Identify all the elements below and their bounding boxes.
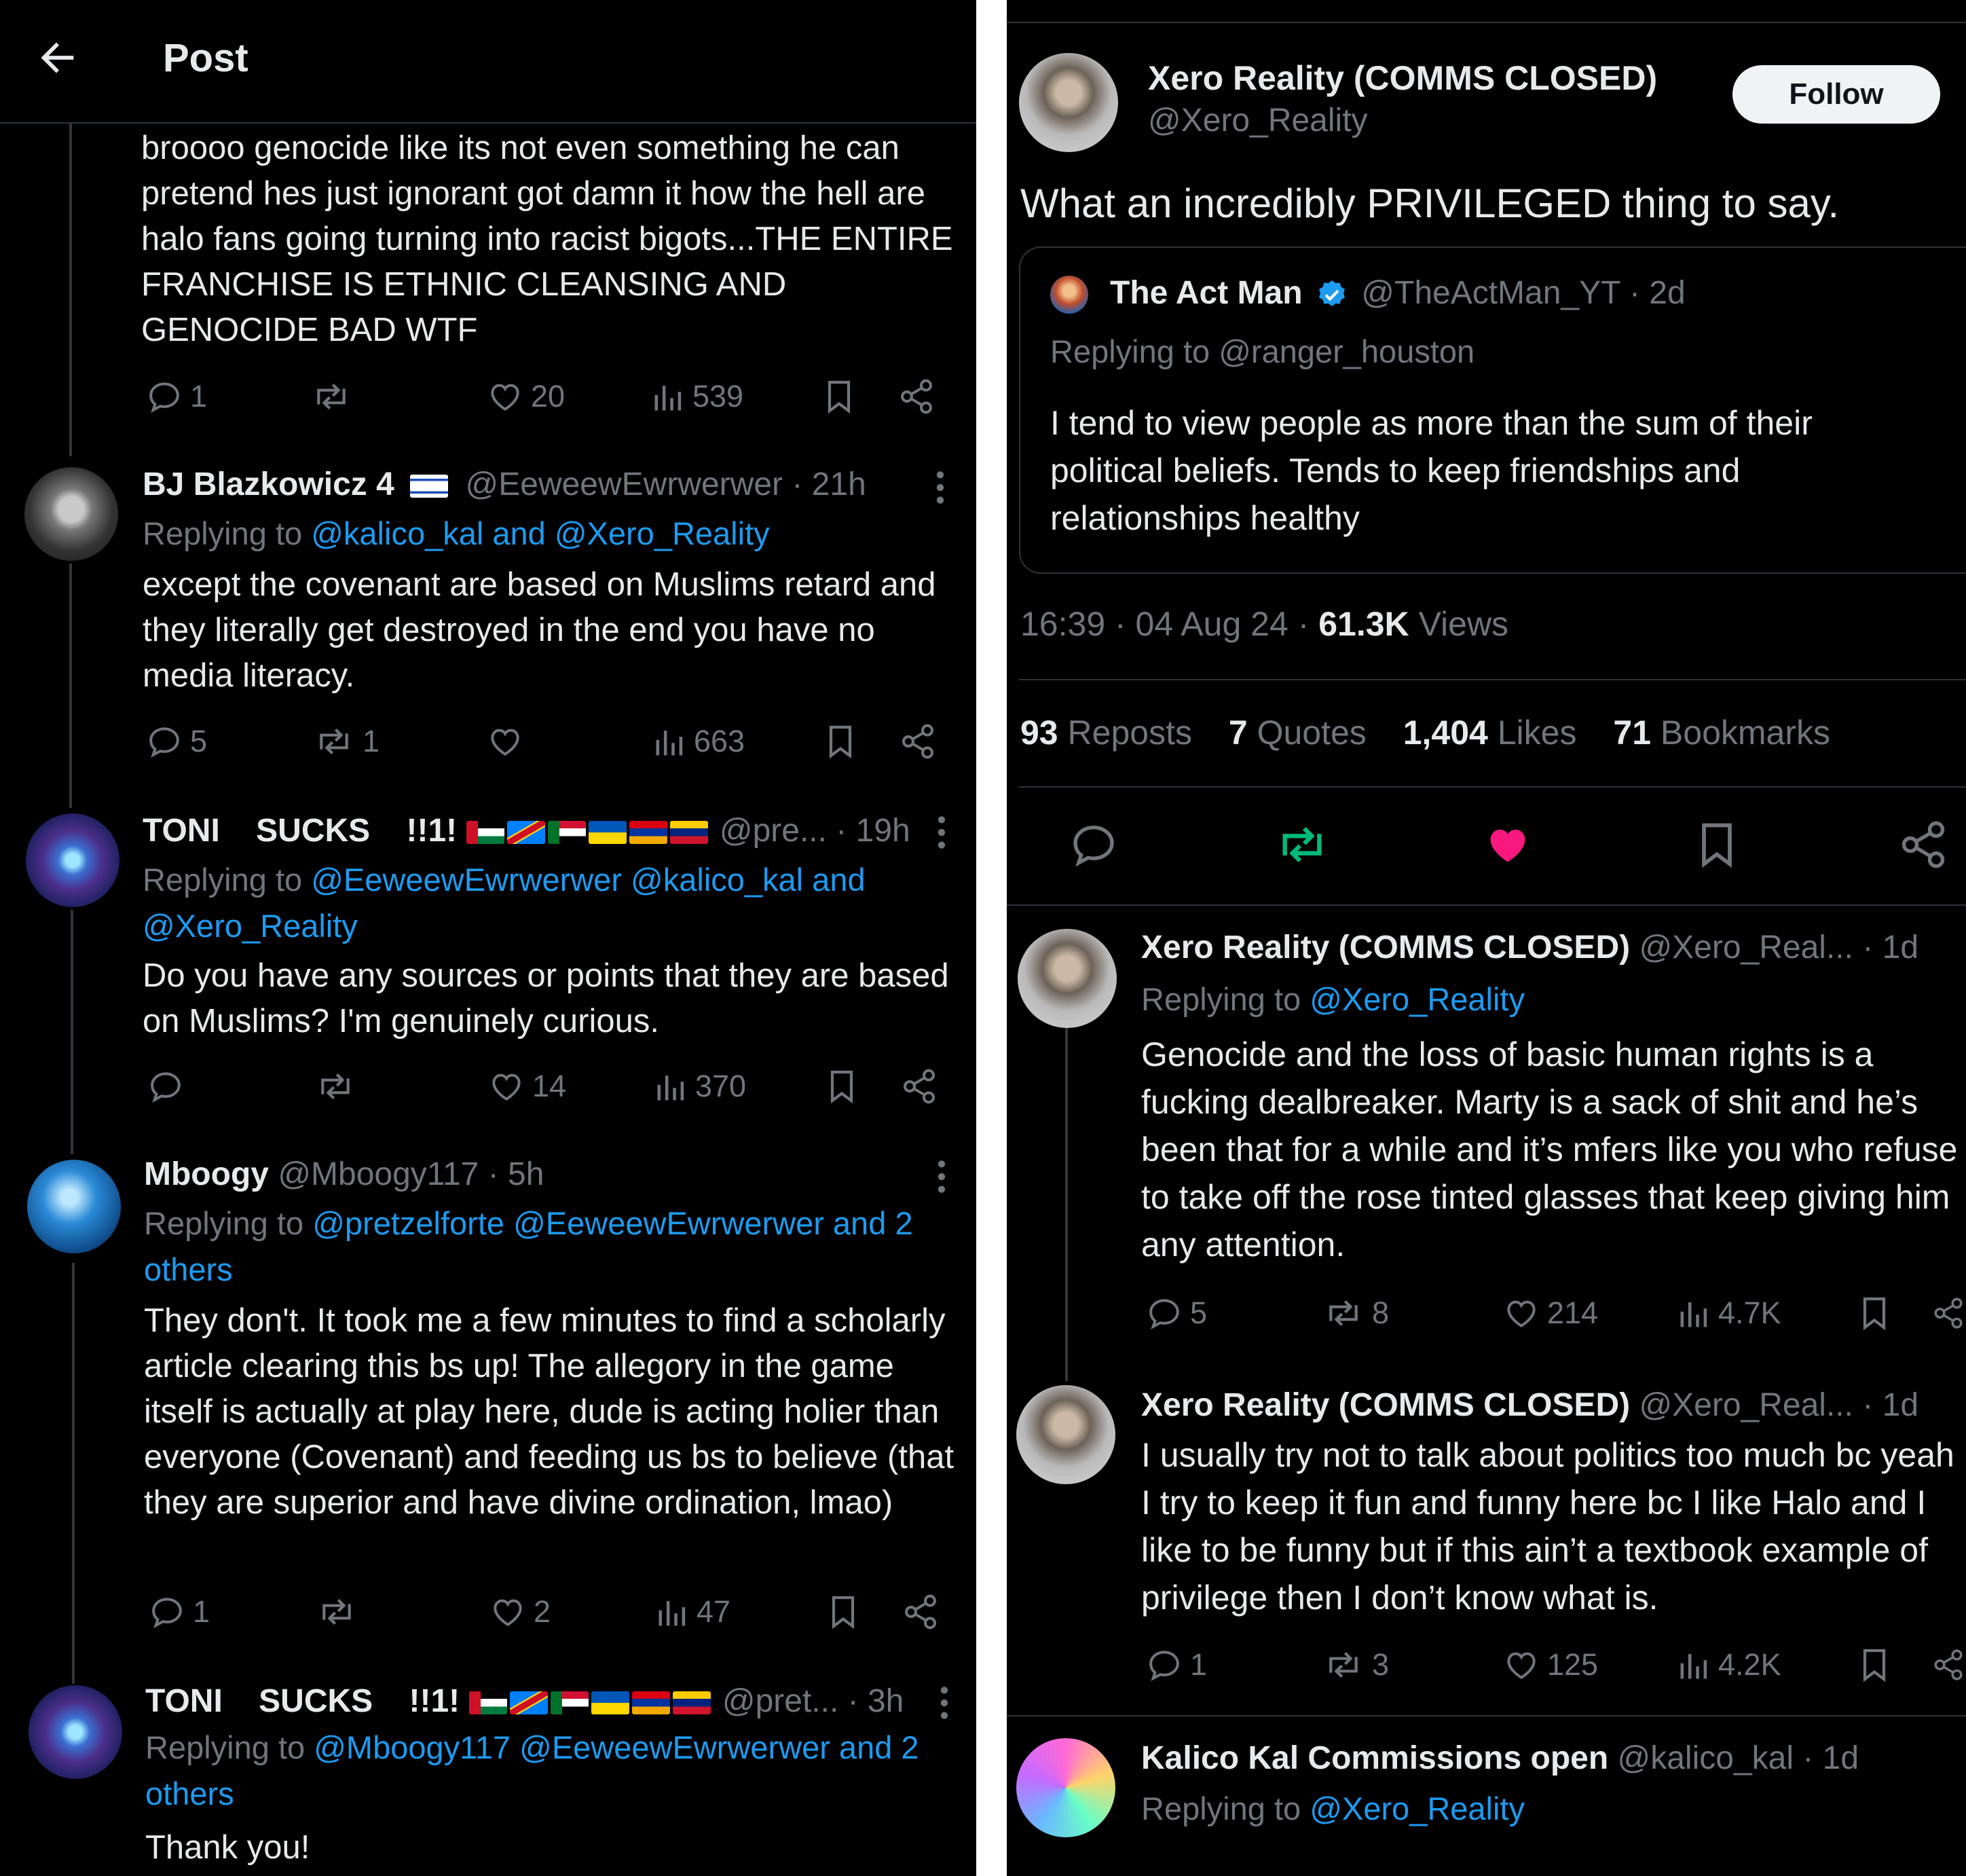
reply-button[interactable]: [1068, 819, 1119, 870]
repost-icon: [1322, 1294, 1365, 1332]
bookmarks-count: 71: [1613, 714, 1652, 752]
views-count: 61.3K: [1318, 605, 1409, 643]
divider: [1019, 679, 1966, 680]
repost-button[interactable]: [315, 1593, 365, 1631]
author-handle[interactable]: @Xero_Reality: [1148, 103, 1368, 139]
author-name[interactable]: Xero Reality (COMMS CLOSED): [1141, 1387, 1631, 1423]
repost-button[interactable]: [314, 1067, 364, 1105]
replying-label: Replying to: [143, 862, 303, 898]
heart-icon: [486, 378, 524, 416]
verified-badge-icon: [1316, 278, 1348, 311]
congo-flag-emoji: [510, 1691, 548, 1714]
replying-label: Replying to: [143, 515, 303, 551]
repost-icon: [1273, 819, 1331, 870]
like-count: 214: [1547, 1295, 1599, 1330]
reply-count: 1: [1190, 1647, 1208, 1682]
replying-to-links[interactable]: @Mboogy117 @EeweewEwrwerwer and 2 others: [145, 1729, 919, 1811]
repost-icon: [315, 1593, 358, 1631]
tweet-header: [1141, 1386, 1918, 1424]
replying-label: Replying to: [1050, 333, 1210, 369]
share-icon: [900, 1067, 938, 1105]
bookmark-button[interactable]: [824, 1593, 862, 1631]
reposts-stat[interactable]: [1020, 714, 1192, 752]
sudan-flag-emoji: [548, 821, 586, 844]
repost-button[interactable]: [1322, 1294, 1389, 1332]
venezuela-flag-emoji: [670, 821, 708, 844]
replying-to-links[interactable]: @Xero_Reality: [1310, 1790, 1525, 1826]
thread-line: [71, 910, 73, 1154]
tweet-time: · 21h: [792, 466, 866, 502]
share-button[interactable]: [902, 1593, 940, 1631]
author-handle[interactable]: @kalico_kal: [1617, 1740, 1794, 1776]
bookmark-button[interactable]: [821, 722, 859, 760]
tweet-text: Do you have any sources or points that they are based on Muslims? I'm genuinely curious.: [143, 957, 949, 1040]
replying-label: Replying to: [145, 1729, 305, 1765]
reply-icon: [1145, 1646, 1183, 1684]
more-vertical-icon: [934, 1684, 954, 1722]
share-icon: [897, 378, 935, 416]
reply-icon: [147, 1067, 185, 1105]
author-handle[interactable]: @Mboogy117: [278, 1156, 479, 1192]
bookmark-icon: [1855, 1646, 1893, 1684]
views-button[interactable]: [654, 1067, 746, 1105]
like-button-active[interactable]: [1482, 819, 1534, 870]
reply-count: 5: [190, 724, 208, 758]
avatar[interactable]: [24, 467, 118, 561]
quote-avatar: [1050, 276, 1088, 314]
tweet-header: [1141, 1740, 1859, 1777]
more-vertical-icon: [930, 468, 950, 507]
back-arrow-icon: [34, 34, 81, 81]
tweet-header: [145, 1682, 904, 1720]
reply-button[interactable]: [147, 1067, 191, 1105]
replying-to-links[interactable]: @pretzelforte @EeweewEwrwerwer and 2 others: [144, 1205, 913, 1287]
post-detail-pane: [1007, 0, 1966, 1876]
quote-replying-to: [1050, 333, 1474, 370]
share-icon: [1897, 819, 1949, 870]
repost-icon: [310, 378, 353, 416]
avatar[interactable]: [26, 813, 119, 907]
like-count: 14: [532, 1069, 567, 1103]
tweet-time: · 19h: [836, 813, 910, 849]
views-count: 663: [694, 724, 745, 758]
tweet-text: I usually try not to talk about politics too much bc yeah I try to keep it fun and funny here bc I like Halo and I like to be funny but if this ain’t a textbook example of privilege then I don’t know what is.: [1141, 1436, 1954, 1617]
post-stats: [1020, 713, 1830, 752]
replying-to-links[interactable]: @kalico_kal and @Xero_Reality: [311, 515, 770, 551]
post-timestamp: 16:39 · 04 Aug 24 ·: [1020, 605, 1310, 643]
congo-flag-emoji: [507, 821, 545, 844]
share-button[interactable]: [1897, 819, 1949, 870]
share-icon: [899, 722, 937, 760]
tweet-time: · 5h: [487, 1156, 544, 1192]
views-count: 4.2K: [1718, 1647, 1781, 1682]
like-button[interactable]: [486, 378, 565, 416]
bookmarks-label: Bookmarks: [1660, 714, 1830, 752]
quote-header: [1110, 274, 1686, 312]
heart-icon: [487, 1067, 525, 1105]
like-button[interactable]: [486, 722, 531, 760]
views-icon: [653, 722, 687, 760]
repost-button[interactable]: [312, 722, 379, 760]
more-options-button[interactable]: [930, 468, 950, 510]
repost-button-active[interactable]: [1273, 819, 1331, 870]
quote-text: I tend to view people as more than the sum of their political beliefs. Tends to keep friendships and relationships healthy: [1050, 404, 1813, 537]
tweet-header: [144, 1156, 544, 1193]
venezuela-flag-emoji: [673, 1691, 711, 1714]
more-options-button[interactable]: [931, 813, 952, 855]
quotes-label: Quotes: [1257, 714, 1367, 752]
heart-icon: [1502, 1646, 1540, 1684]
author-name[interactable]: Xero Reality (COMMS CLOSED): [1141, 930, 1631, 965]
post-timestamp-row: [1020, 604, 1508, 644]
replying-to-links[interactable]: @Xero_Reality: [1310, 981, 1525, 1017]
reply-button[interactable]: [145, 378, 207, 416]
tweet-text: Thank you!: [145, 1829, 310, 1866]
replying-to: [145, 1725, 967, 1817]
quote-author-handle: @TheActMan_YT: [1361, 275, 1620, 311]
like-count: 2: [534, 1594, 551, 1629]
reply-icon: [1068, 819, 1119, 870]
heart-icon: [486, 722, 524, 760]
divider: [1007, 904, 1966, 906]
bookmark-icon: [1691, 819, 1743, 870]
tweet-header: [143, 466, 866, 503]
share-icon: [1931, 1646, 1965, 1684]
reply-count: 1: [193, 1594, 210, 1629]
replying-to: [1141, 1790, 1525, 1827]
reply-button[interactable]: [1145, 1646, 1207, 1684]
reposts-count: 93: [1020, 714, 1058, 752]
reply-button[interactable]: [148, 1593, 210, 1631]
replying-to: [1141, 980, 1525, 1018]
views-label: Views: [1418, 605, 1509, 643]
thread-line: [72, 1263, 75, 1684]
heart-icon: [489, 1593, 527, 1631]
thread-line: [69, 124, 72, 456]
author-handle[interactable]: @Xero_Real...: [1639, 930, 1853, 965]
ukraine-flag-emoji: [589, 821, 627, 844]
bookmark-button[interactable]: [1691, 819, 1743, 870]
share-button[interactable]: [899, 722, 937, 760]
bookmark-icon: [820, 378, 858, 416]
heart-filled-icon: [1482, 819, 1534, 870]
avatar[interactable]: [1016, 1385, 1115, 1484]
views-icon: [652, 378, 686, 416]
reply-button[interactable]: [1145, 1294, 1207, 1332]
like-count: 20: [531, 379, 565, 413]
tweet-text: broooo genocide like its not even something he can pretend hes just ignorant got damn it how the hell are halo fans going turning into racist bigots...THE ENTIRE FRANCHISE IS ETHNIC CLEANSING AND GENOCIDE BAD WTF: [141, 130, 953, 348]
like-button[interactable]: [489, 1593, 551, 1631]
tweet-text: except the covenant are based on Muslims retard and they literally get destroyed in the end you have no media literacy.: [143, 566, 936, 694]
post-text: What an incredibly PRIVILEGED thing to say.: [1020, 181, 1840, 226]
author-name[interactable]: TONI SUCKS !!1!: [145, 1683, 460, 1719]
share-button[interactable]: [897, 378, 935, 416]
sudan-flag-emoji: [551, 1691, 589, 1714]
views-icon: [1677, 1294, 1711, 1332]
divider: [1019, 786, 1966, 788]
back-button[interactable]: [34, 34, 88, 88]
replying-label: Replying to: [144, 1205, 304, 1241]
replying-label: Replying to: [1141, 1790, 1301, 1826]
like-button[interactable]: [1502, 1646, 1598, 1684]
views-button[interactable]: [653, 722, 745, 760]
repost-icon: [312, 722, 356, 760]
author-handle[interactable]: @pre...: [719, 813, 827, 849]
views-icon: [1677, 1646, 1711, 1684]
quote-author-name: The Act Man: [1110, 275, 1303, 311]
bookmark-icon: [821, 722, 859, 760]
avatar[interactable]: [1018, 929, 1117, 1028]
author-handle[interactable]: @EeweewEwrwerwer: [465, 466, 783, 502]
reposts-label: Reposts: [1067, 714, 1192, 752]
reply-icon: [1145, 1294, 1183, 1332]
reply-count: 1: [190, 379, 208, 413]
share-icon: [1931, 1294, 1965, 1332]
author-handle[interactable]: @pret...: [722, 1683, 839, 1719]
avatar[interactable]: [27, 1160, 121, 1253]
bookmark-icon: [1855, 1294, 1893, 1332]
tweet-text: They don't. It took me a few minutes to find a scholarly article clearing this bs up! The allegory in the game itself is actually at play here, dude is acting holier than everyone (Covenant) and feeding us bs to believe (that they are superior and have divine ordination, lmao): [144, 1302, 954, 1521]
bookmark-button[interactable]: [820, 378, 858, 416]
header-divider: [0, 122, 976, 124]
bookmark-button[interactable]: [1855, 1646, 1893, 1684]
likes-count: 1,404: [1403, 714, 1488, 752]
tweet-header: [143, 812, 910, 849]
views-count: 539: [692, 379, 744, 413]
likes-stat[interactable]: [1403, 714, 1577, 752]
views-icon: [654, 1067, 688, 1105]
share-button[interactable]: [1931, 1294, 1965, 1332]
share-button[interactable]: [1931, 1646, 1965, 1684]
ukraine-flag-emoji: [591, 1691, 629, 1714]
more-vertical-icon: [931, 1158, 952, 1196]
views-count: 4.7K: [1718, 1295, 1781, 1330]
reply-icon: [148, 1593, 186, 1631]
replying-to: [143, 515, 770, 552]
views-button[interactable]: [1677, 1646, 1781, 1684]
repost-icon: [1322, 1646, 1365, 1684]
bookmark-icon: [824, 1593, 862, 1631]
palestine-flag-emoji: [466, 821, 504, 844]
thread-line: [69, 564, 72, 808]
more-vertical-icon: [931, 813, 952, 851]
armenia-flag-emoji: [629, 821, 667, 844]
share-icon: [902, 1593, 940, 1631]
quotes-count: 7: [1228, 714, 1248, 752]
follow-button[interactable]: Follow: [1732, 65, 1940, 124]
repost-count: 8: [1372, 1295, 1390, 1330]
israel-flag-emoji: [410, 475, 448, 498]
repost-icon: [314, 1067, 357, 1105]
share-button[interactable]: [900, 1067, 938, 1105]
bookmark-button[interactable]: [1855, 1294, 1893, 1332]
views-button[interactable]: [656, 1593, 730, 1631]
author-name[interactable]: TONI SUCKS !!1!: [143, 813, 458, 849]
author-name[interactable]: Xero Reality (COMMS CLOSED): [1148, 59, 1658, 97]
repost-button[interactable]: [1322, 1646, 1389, 1684]
repost-count: 3: [1372, 1647, 1390, 1682]
replying-to-handle: @ranger_houston: [1219, 333, 1475, 369]
divider: [1007, 1715, 1966, 1716]
replying-to-links[interactable]: @EeweewEwrwerwer @kalico_kal and @Xero_Reality: [143, 862, 866, 944]
reply-button[interactable]: [145, 722, 207, 760]
reply-icon: [145, 378, 183, 416]
top-divider: [1007, 22, 1966, 23]
like-button[interactable]: [1502, 1294, 1598, 1332]
repost-count: 1: [363, 724, 380, 758]
author-avatar[interactable]: [1019, 53, 1118, 152]
views-count: 47: [697, 1594, 731, 1629]
palestine-flag-emoji: [469, 1691, 507, 1714]
more-options-button[interactable]: [931, 1158, 952, 1199]
tweet-time: · 1d: [1862, 930, 1919, 965]
tweet-text: Genocide and the loss of basic human rights is a fucking dealbreaker. Marty is a sack of shit and he’s been that for a while and it’s mfers like you who refuse to take off the rose tinted glasses that keep giving him any attention.: [1141, 1035, 1958, 1264]
thread-left-pane: [0, 0, 976, 1876]
thread-line: [1065, 1028, 1068, 1381]
replying-to: [143, 857, 957, 949]
armenia-flag-emoji: [632, 1691, 670, 1714]
author-name[interactable]: BJ Blazkowicz 4: [143, 466, 394, 502]
views-button[interactable]: [1677, 1294, 1781, 1332]
bookmarks-stat[interactable]: [1613, 714, 1830, 752]
reply-count: 5: [1190, 1295, 1208, 1330]
author-handle[interactable]: @Xero_Real...: [1639, 1387, 1853, 1423]
tweet-time: · 3h: [847, 1683, 904, 1719]
author-name[interactable]: Mboogy: [144, 1156, 269, 1192]
tweet-time: · 1d: [1862, 1387, 1919, 1423]
heart-icon: [1502, 1294, 1540, 1332]
page-title: Post: [163, 36, 248, 80]
quotes-stat[interactable]: [1229, 714, 1367, 752]
bookmark-icon: [823, 1067, 861, 1105]
avatar[interactable]: [29, 1685, 122, 1779]
image-divider: [976, 0, 1007, 1876]
views-button[interactable]: [652, 378, 743, 416]
tweet-time: · 1d: [1802, 1740, 1859, 1776]
avatar[interactable]: [1016, 1738, 1115, 1837]
replying-to: [144, 1200, 959, 1293]
views-count: 370: [695, 1069, 747, 1103]
reply-icon: [145, 722, 183, 760]
likes-label: Likes: [1497, 714, 1577, 752]
views-icon: [656, 1593, 690, 1631]
quote-time: · 2d: [1629, 275, 1686, 311]
like-count: 125: [1547, 1647, 1599, 1682]
replying-label: Replying to: [1141, 981, 1301, 1017]
repost-button[interactable]: [310, 378, 360, 416]
tweet-header: [1141, 929, 1918, 966]
author-name[interactable]: Kalico Kal Commissions open: [1141, 1740, 1609, 1776]
like-button[interactable]: [487, 1067, 566, 1105]
bookmark-button[interactable]: [823, 1067, 861, 1105]
more-options-button[interactable]: [934, 1684, 954, 1725]
